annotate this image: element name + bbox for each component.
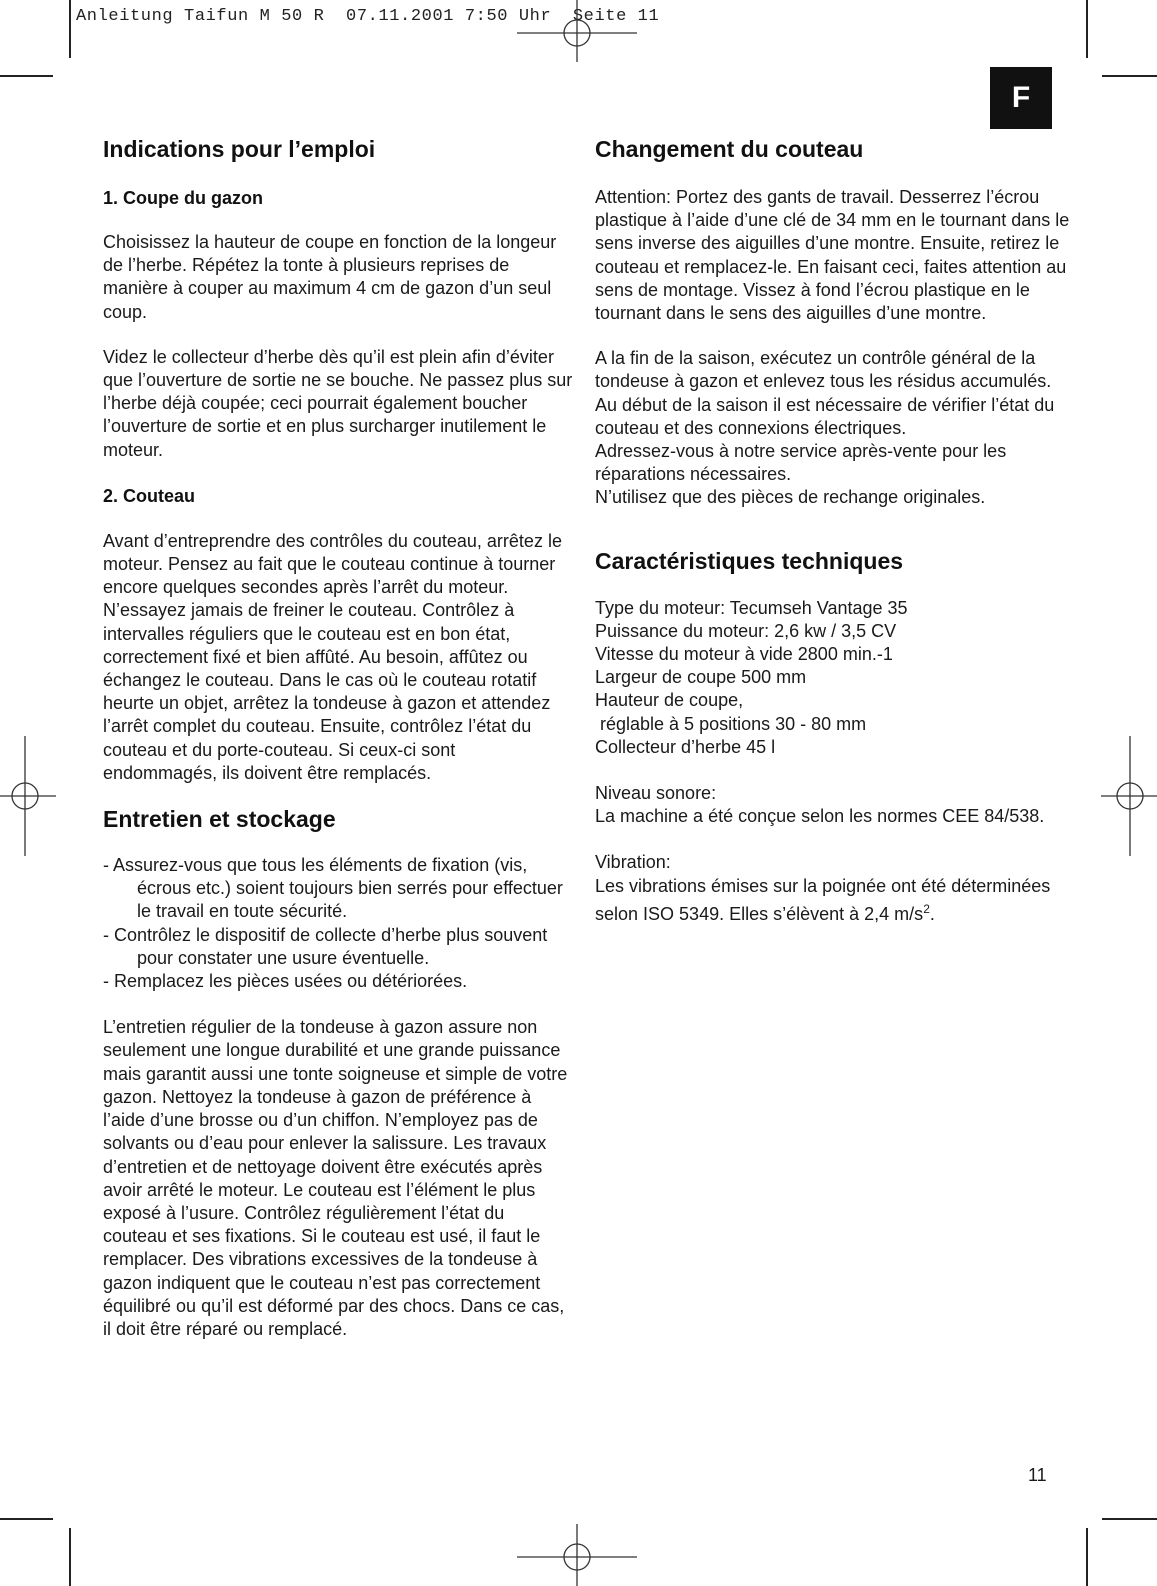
spec-line: Type du moteur: Tecumseh Vantage 35	[595, 597, 908, 618]
subheading-coupe: 1. Coupe du gazon	[103, 188, 263, 208]
page-number: 11	[1028, 1465, 1047, 1485]
season-block	[595, 347, 1070, 509]
vibration-text	[595, 875, 1070, 926]
spec-line: Vitesse du moteur à vide 2800 min.-1	[595, 644, 893, 665]
crop-mark	[0, 75, 53, 77]
specs-list	[595, 597, 1070, 759]
heading-entretien: Entretien et stockage	[103, 806, 336, 833]
season-line: A la fin de la saison, exécutez un contrôle général de la tondeuse à gazon et enlevez tous les résidus accumulés.	[595, 348, 1052, 392]
heading-indications: Indications pour l’emploi	[103, 136, 376, 162]
vibration-superscript: 2	[923, 901, 930, 916]
crop-mark	[1086, 1528, 1088, 1586]
crop-mark	[69, 1528, 71, 1586]
crop-mark	[0, 1518, 53, 1520]
season-line: Adressez-vous à notre service après-vente pour les réparations nécessaires.	[595, 441, 1007, 485]
heading-caracteristiques: Caractéristiques techniques	[595, 547, 904, 574]
list-item: - Assurez-vous que tous les éléments de fixation (vis, écrous etc.) soient toujours bien serrés pour effectuer le travail en toute sécurité.	[103, 855, 563, 922]
list-item: - Contrôlez le dispositif de collecte d’herbe plus souvent pour constater une usure éventuelle.	[103, 924, 548, 968]
spec-line: Collecteur d’herbe 45 l	[595, 736, 776, 757]
paragraph-changement: Attention: Portez des gants de travail. Desserrez l’écrou plastique à l’aide d’une clé de 34 mm en le tournant dans le sens inverse des aiguilles d’une montre. Ensuite, retirez le couteau et remplacez-le. En faisant ceci, faites attention au sens de montage. Vissez à fond l’écrou plastique en le tournant dans le sens des aiguilles d’une montre.	[595, 187, 1070, 324]
paragraph-entretien: L’entretien régulier de la tondeuse à gazon assure non seulement une longue durabilité et une grande puissance mais garantit aussi une tonte soigneuse et simple de votre gazon. Nettoyez la tondeuse à gazon de préférence à l’aide d’une brosse ou d’un chiffon. N’employez pas de solvants ou d’eau pour enlever la salissure. Les travaux d’entretien et de nettoyage doivent être exécutés après avoir arrêté le moteur. Le couteau est l’élément le plus exposé à l’usure. Contrôlez régulièrement l’état du couteau et ses fixations. Si le couteau est usé, il faut le remplacer. Des vibrations excessives de la tondeuse à gazon indiquent que le couteau n’est pas correctement équilibré ou qu’il est déformé par des chocs. Dans ce cas, il doit être réparé ou remplacé.	[103, 1017, 568, 1339]
season-line: Au début de la saison il est nécessaire de vérifier l’état du couteau et des connexions électriques.	[595, 394, 1055, 438]
paragraph-coupe-1: Choisissez la hauteur de coupe en fonction de la longeur de l’herbe. Répétez la tonte à plusieurs reprises de manière à couper au maximum 4 cm de gazon d’un seul coup.	[103, 232, 557, 322]
crop-mark	[1102, 75, 1157, 77]
spec-line: Hauteur de coupe,	[595, 690, 744, 711]
vibration-text-end: .	[929, 903, 935, 924]
crop-mark	[1102, 1518, 1157, 1520]
crop-mark	[1086, 0, 1088, 58]
list-item: - Remplacez les pièces usées ou détériorées.	[103, 971, 468, 992]
vibration-label: Vibration:	[595, 852, 671, 873]
spec-line: réglable à 5 positions 30 - 80 mm	[595, 713, 867, 734]
registration-mark-top	[517, 0, 637, 62]
maintenance-list	[103, 854, 573, 993]
noise-label: Niveau sonore:	[595, 783, 717, 804]
paragraph-coupe-2: Videz le collecteur d’herbe dès qu’il est plein afin d’éviter que l’ouverture de sortie ne se bouche. Ne passez plus sur l’herbe déjà coupée; ceci pourrait également boucher l’ouverture de sortie et en plus surcharger inutilement le moteur.	[103, 346, 573, 460]
noise-text: La machine a été conçue selon les normes CEE 84/538.	[595, 806, 1045, 827]
right-column	[595, 132, 1070, 926]
registration-mark-right	[1101, 736, 1157, 856]
paragraph-couteau: Avant d’entreprendre des contrôles du couteau, arrêtez le moteur. Pensez au fait que le couteau continue à tourner encore quelques secondes après l’arrêt du moteur. N’essayez jamais de freiner le couteau. Contrôlez à intervalles réguliers que le couteau est en bon état, correctement fixé et bien affûté. Au besoin, affûtez ou échangez le couteau. Dans le cas où le couteau rotatif heurte un objet, arrêtez la tondeuse à gazon et attendez l’arrêt complet du couteau. Ensuite, contrôlez l’état du couteau et du porte-couteau. Si ceux-ci sont endommagés, ils doivent être remplacés.	[103, 530, 562, 783]
registration-mark-left	[0, 736, 56, 856]
language-tab: F	[990, 67, 1052, 129]
crop-mark	[69, 0, 71, 58]
spec-line: Puissance du moteur: 2,6 kw / 3,5 CV	[595, 620, 897, 641]
heading-changement: Changement du couteau	[595, 136, 864, 162]
subheading-couteau: 2. Couteau	[103, 485, 196, 506]
season-line: N’utilisez que des pièces de rechange originales.	[595, 487, 986, 508]
left-column	[103, 132, 573, 1341]
registration-mark-bottom	[517, 1524, 637, 1586]
print-slug: Anleitung Taifun M 50 R 07.11.2001 7:50 Uhr Seite 11	[76, 7, 660, 26]
vibration-text-body: Les vibrations émises sur la poignée ont été déterminées selon ISO 5349. Elles s’élèvent à 2,4 m/s	[595, 875, 1051, 924]
spec-line: Largeur de coupe 500 mm	[595, 667, 807, 688]
